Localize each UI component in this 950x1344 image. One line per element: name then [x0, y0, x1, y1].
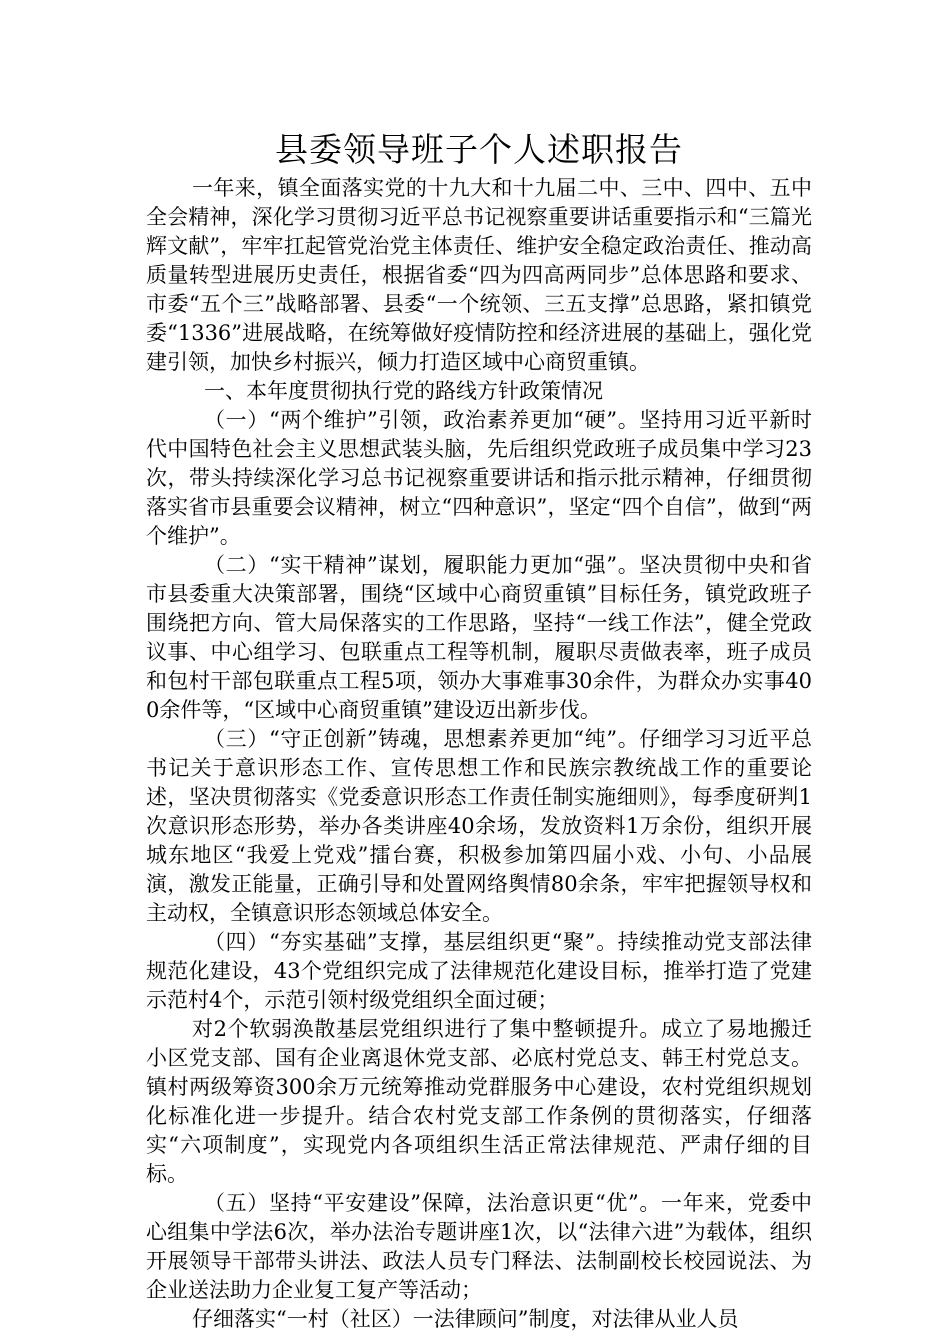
- intro-paragraph: 一年来，镇全面落实党的十九大和十九届二中、三中、四中、五中全会精神，深化学习贯彻习近平总书记视察重要讲话重要指示和“三篇光辉文献”，牢牢扛起管党治党主体责任、维护安全稳定政治责任、推动高质量转型进展历史责任，根据省委“四为四高两同步”总体思路和要求、市委“五个三”战略部署、县委“一个统领、三五支撑”总思路，紧扣镇党委“1336”进展战略，在统筹做好疫情防控和经济进展的基础上，强化党建引领，加快乡村振兴，倾力打造区域中心商贸重镇。: [146, 176, 812, 374]
- paragraph-item-2: （二）“实干精神”谋划，履职能力更加“强”。坚决贯彻中央和省市县委重大决策部署，围绕“区域中心商贸重镇”目标任务，镇党政班子围绕把方向、管大局保落实的工作思路，坚持“一线工作法”，健全党政议事、中心组学习、包联重点工程等机制，履职尽责做表率，班子成员和包村干部包联重点工程5项，领办大事难事30余件，为群众办实事400余件等，“区域中心商贸重镇”建设迈出新步伐。: [146, 553, 812, 722]
- section-heading: 一、本年度贯彻执行党的路线方针政策情况: [204, 379, 603, 403]
- paragraph-item-5: （五）坚持“平安建设”保障，法治意识更“优”。一年来，党委中心组集中学法6次，举办法治专题讲座1次，以“法律六进”为载体，组织开展领导干部带头讲法、政法人员专门释法、法制副校长校园说法、为企业送法助力企业复工复产等活动；: [146, 1191, 812, 1302]
- paragraph-item-1: （一）“两个维护”引领，政治素养更加“硬”。坚持用习近平新时代中国特色社会主义思想武装头脑，先后组织党政班子成员集中学习23次，带头持续深化学习总书记视察重要讲话和指示批示精神，仔细贯彻落实省市县重要会议精神，树立“四种意识”，坚定“四个自信”，做到“两个维护”。: [146, 408, 812, 548]
- paragraph-item-3: （三）“守正创新”铸魂，思想素养更加“纯”。仔细学习习近平总书记关于意识形态工作、宣传思想工作和民族宗教统战工作的重要论述，坚决贯彻落实《党委意识形态工作责任制实施细则》，每季度研判1次意识形态形势，举办各类讲座40余场，发放资料1万余份，组织开展城东地区“我爱上党戏”擂台赛，积极参加第四届小戏、小句、小品展演，激发正能量，正确引导和处置网络舆情80余条，牢牢把握领导权和主动权，全镇意识形态领域总体安全。: [146, 727, 812, 925]
- paragraph-item-4: （四）“夯实基础”支撑，基层组织更“聚”。持续推动党支部法律规范化建设，43个党组织完成了法律规范化建设目标，推举打造了党建示范村4个，示范引领村级党组织全面过硬；: [146, 930, 812, 1012]
- paragraph-item-4-continued: 对2个软弱涣散基层党组织进行了集中整顿提升。成立了易地搬迁小区党支部、国有企业离退休党支部、必底村党总支、韩王村党总支。镇村两级筹资300余万元统筹推动党群服务中心建设，农村党组织规划化标准化进一步提升。结合农村党支部工作条例的贯彻落实，仔细落实“六项制度”，实现党内各项组织生活正常法律规范、严肃仔细的目标。: [146, 1017, 812, 1186]
- paragraph-item-5-continued: 仔细落实“一村（社区）一法律顾问”制度，对法律从业人员: [192, 1307, 739, 1331]
- document-title: 县委领导班子个人述职报告: [275, 130, 683, 169]
- document-page: [146, 128, 812, 1334]
